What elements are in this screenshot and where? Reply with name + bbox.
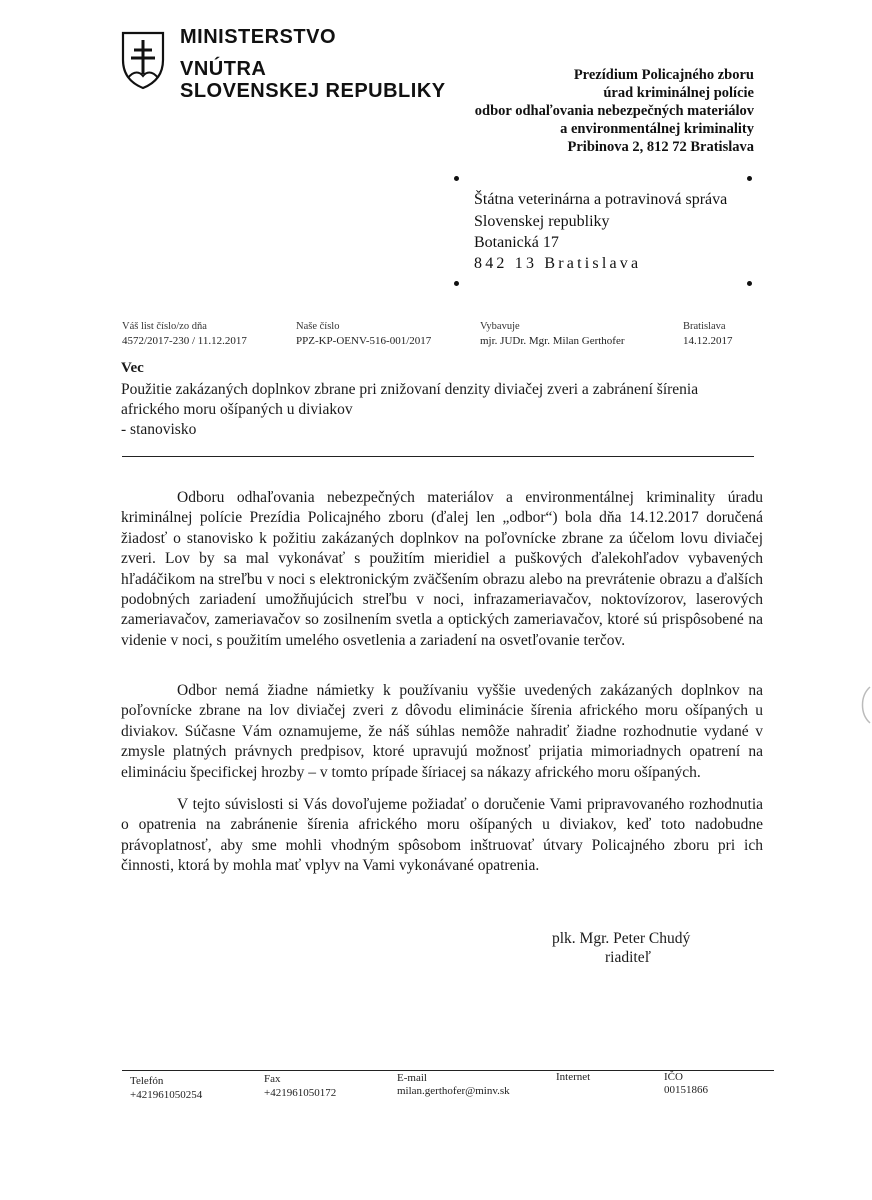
ministry-name-line-3: SLOVENSKEJ REPUBLIKY: [180, 80, 446, 102]
ico-value: 00151866: [664, 1084, 708, 1096]
your-letter-label: Váš list číslo/zo dňa: [122, 321, 207, 332]
recipient-line: Slovenskej republiky: [474, 213, 610, 230]
email-value: milan.gerthofer@minv.sk: [397, 1085, 510, 1097]
body-paragraph: V tejto súvislosti si Vás dovoľujeme požiadať o doručenie Vami pripravovaného rozhodnutia o opatrenia na zabránenie šírenia afrického moru ošípaných u diviakov, keď toto nadobudne právoplatnosť, aby sme mohli vhodným spôsobom inštruovať útvary Policajného zboru pri ich činnosti, ktorá by mohla mať vplyv na Vami vykonávané opatrenia.: [121, 796, 763, 875]
sender-line: a environmentálnej kriminality: [560, 121, 754, 137]
subject-line: afrického moru ošípaných u diviakov: [121, 401, 353, 418]
recipient-line: Botanická 17: [474, 234, 559, 251]
recipient-postcode-city: 842 13 Bratislava: [474, 255, 642, 272]
coat-of-arms-icon: [120, 30, 166, 90]
ministry-name-line-2: VNÚTRA: [180, 58, 267, 80]
your-letter-value: 4572/2017-230 / 11.12.2017: [122, 335, 247, 347]
sender-line: odbor odhaľovania nebezpečných materiálov: [474, 103, 754, 119]
fax-value: +421961050172: [264, 1087, 337, 1099]
our-number-label: Naše číslo: [296, 321, 340, 332]
place-label: Bratislava: [683, 321, 726, 332]
our-number-value: PPZ-KP-OENV-516-001/2017: [296, 335, 432, 347]
sender-address: Pribinova 2, 812 72 Bratislava: [567, 139, 754, 155]
subject-label: Vec: [121, 360, 144, 376]
phone-value: +421961050254: [130, 1089, 203, 1101]
ico-label: IČO: [664, 1071, 683, 1083]
sender-line: Prezídium Policajného zboru: [573, 67, 754, 83]
email-label: E-mail: [397, 1072, 427, 1084]
internet-label: Internet: [556, 1071, 591, 1083]
phone-label: Telefón: [130, 1075, 164, 1087]
window-corner-dot: [747, 176, 752, 181]
window-corner-dot: [747, 281, 752, 286]
signatory-title: riaditeľ: [605, 949, 651, 966]
handled-by-value: mjr. JUDr. Mgr. Milan Gerthofer: [480, 335, 625, 347]
fax-label: Fax: [264, 1073, 281, 1085]
window-corner-dot: [454, 176, 459, 181]
date-value: 14.12.2017: [683, 335, 733, 347]
scan-margin-mark: [858, 686, 872, 724]
body-paragraph: Odbor nemá žiadne námietky k používaniu vyššie uvedených zakázaných doplnkov na poľovnícke zbrane na lov diviačej zveri z dôvodu eliminácie šírenia afrického moru ošípaných u diviakov. Súčasne Vám oznamujeme, že náš súhlas nemôže nahradiť žiadne rozhodnutie vydané v zmysle platných právnych predpisov, ktoré upravujú možnosť prijatia mimoriadnych opatrení na elimináciu špecifickej hrozby – v tomto prípade šíriacej sa nákazy afrického moru ošípaných.: [121, 682, 763, 781]
window-corner-dot: [454, 281, 459, 286]
subject-line: Použitie zakázaných doplnkov zbrane pri znižovaní denzity diviačej zveri a zabránení šírenia: [121, 381, 699, 398]
recipient-line: Štátna veterinárna a potravinová správa: [474, 191, 728, 208]
body-paragraph: Odboru odhaľovania nebezpečných materiálov a environmentálnej kriminality úradu kriminálnej polície Prezídia Policajného zboru (ďalej len „odbor“) bola dňa 14.12.2017 doručená žiadosť o stanovisko k požitiu zakázaných doplnkov na poľovnícke zbrane za účelom lovu diviačej zveri. Lov by sa mal vykonávať s použitím mieridiel a puškových ďalekohľadov vybavených hľadáčikom na streľbu v noci s elektronickým zväčšením obrazu alebo na prevrátenie obrazu a ďalších podobných zariadení umožňujúcich streľbu v noci, infrazameriavačov, noktovízorov, laserových zameriavačov, zameriavačov so zosilnením svetla a optických zameriavačov, ktoré sú prispôsobené na videnie v noci, s použitím umelého osvetlenia a zariadení na osvetľovanie terčov.: [121, 489, 763, 649]
sender-line: úrad kriminálnej polície: [603, 85, 754, 101]
signatory-name: plk. Mgr. Peter Chudý: [552, 930, 691, 947]
subject-divider: [122, 456, 754, 457]
handled-by-label: Vybavuje: [480, 321, 520, 332]
subject-line: - stanovisko: [121, 421, 197, 438]
ministry-name-line-1: MINISTERSTVO: [180, 26, 337, 48]
